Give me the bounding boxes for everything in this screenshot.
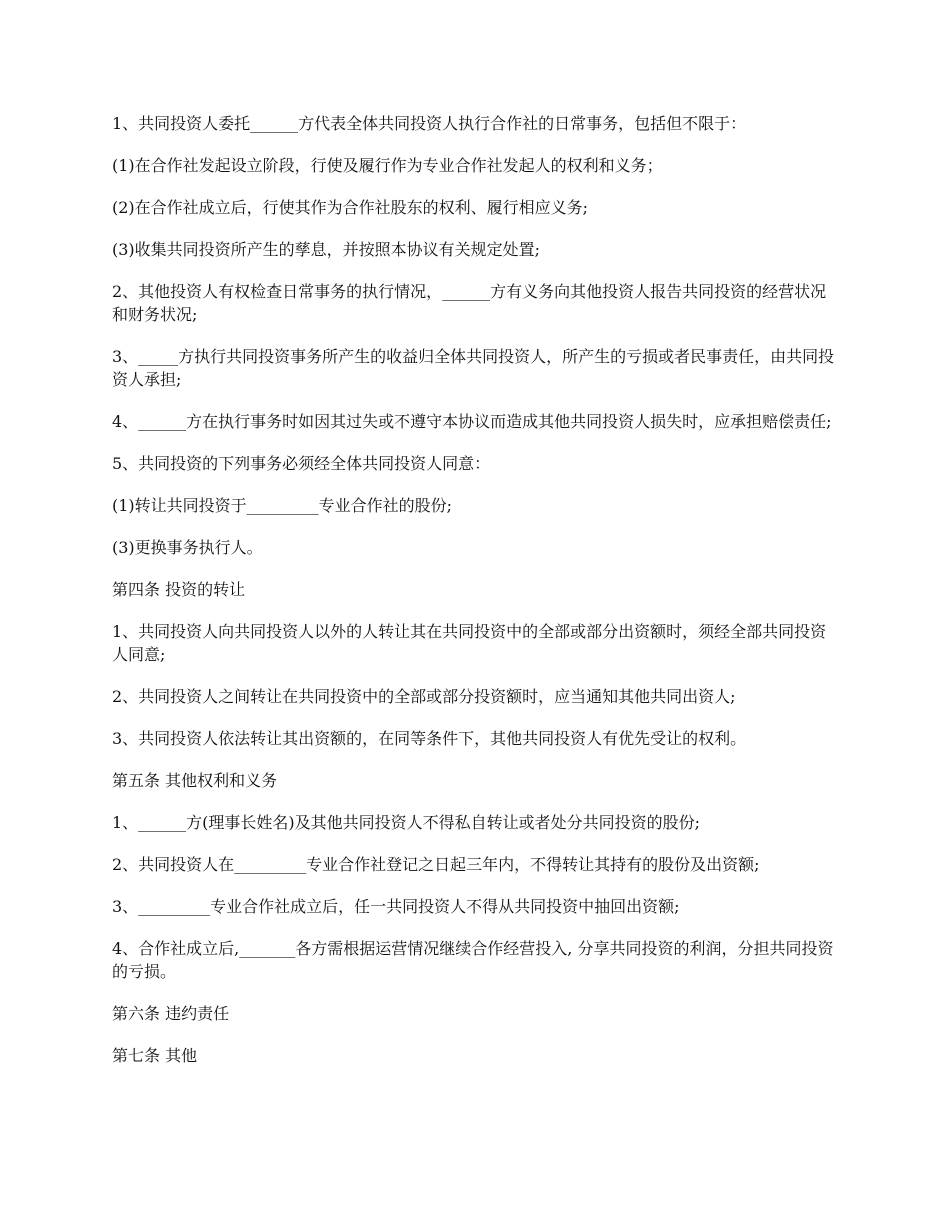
section-heading-article-4: 第四条 投资的转让 [112,580,246,599]
section-heading-article-5: 第五条 其他权利和义务 [112,771,278,790]
paragraph-1: 1、共同投资人委托______方代表全体共同投资人执行合作社的日常事务，包括但不限于： [112,114,747,133]
section-heading-article-7: 第七条 其他 [112,1046,198,1065]
paragraph-15: 2、共同投资人在_________专业合作社登记之日起三年内，不得转让其持有的股份及出资额; [112,855,760,874]
paragraph-13: 3、共同投资人依法转让其出资额的，在同等条件下，其他共同投资人有优先受让的权利。 [112,729,747,748]
paragraph-6: 3、_____方执行共同投资事务所产生的收益归全体共同投资人，所产生的亏损或者民事责任，由共同投资人承担; [112,347,835,389]
paragraph-11: 1、共同投资人向共同投资人以外的人转让其在共同投资中的全部或部分出资额时，须经全部共同投资人同意; [112,622,827,664]
paragraph-3: (2)在合作社成立后，行使其作为合作社股东的权利、履行相应义务; [112,198,589,217]
paragraph-7: 4、______方在执行事务时如因其过失或不遵守本协议而造成其他共同投资人损失时，应承担赔偿责任; [112,412,832,431]
paragraph-14: 1、______方(理事长姓名)及其他共同投资人不得私自转让或者处分共同投资的股份; [112,813,701,832]
paragraph-10: (3)更换事务执行人。 [112,538,263,557]
paragraph-4: (3)收集共同投资所产生的孳息，并按照本协议有关规定处置; [112,240,541,259]
paragraph-9: (1)转让共同投资于_________专业合作社的股份; [112,496,453,515]
paragraph-8: 5、共同投资的下列事务必须经全体共同投资人同意： [112,454,491,473]
paragraph-16: 3、_________专业合作社成立后，任一共同投资人不得从共同投资中抽回出资额; [112,897,680,916]
paragraph-12: 2、共同投资人之间转让在共同投资中的全部或部分投资额时，应当通知其他共同出资人; [112,687,736,706]
paragraph-2: (1)在合作社发起设立阶段，行使及履行作为专业合作社发起人的权利和义务； [112,156,663,175]
paragraph-17: 4、合作社成立后,_______各方需根据运营情况继续合作经营投入, 分享共同投资的利润，分担共同投资的亏损。 [112,939,834,981]
document-body [112,112,842,1086]
paragraph-5: 2、其他投资人有权检查日常事务的执行情况，______方有义务向其他投资人报告共同投资的经营状况和财务状况; [112,282,827,324]
section-heading-article-6: 第六条 违约责任 [112,1004,230,1023]
